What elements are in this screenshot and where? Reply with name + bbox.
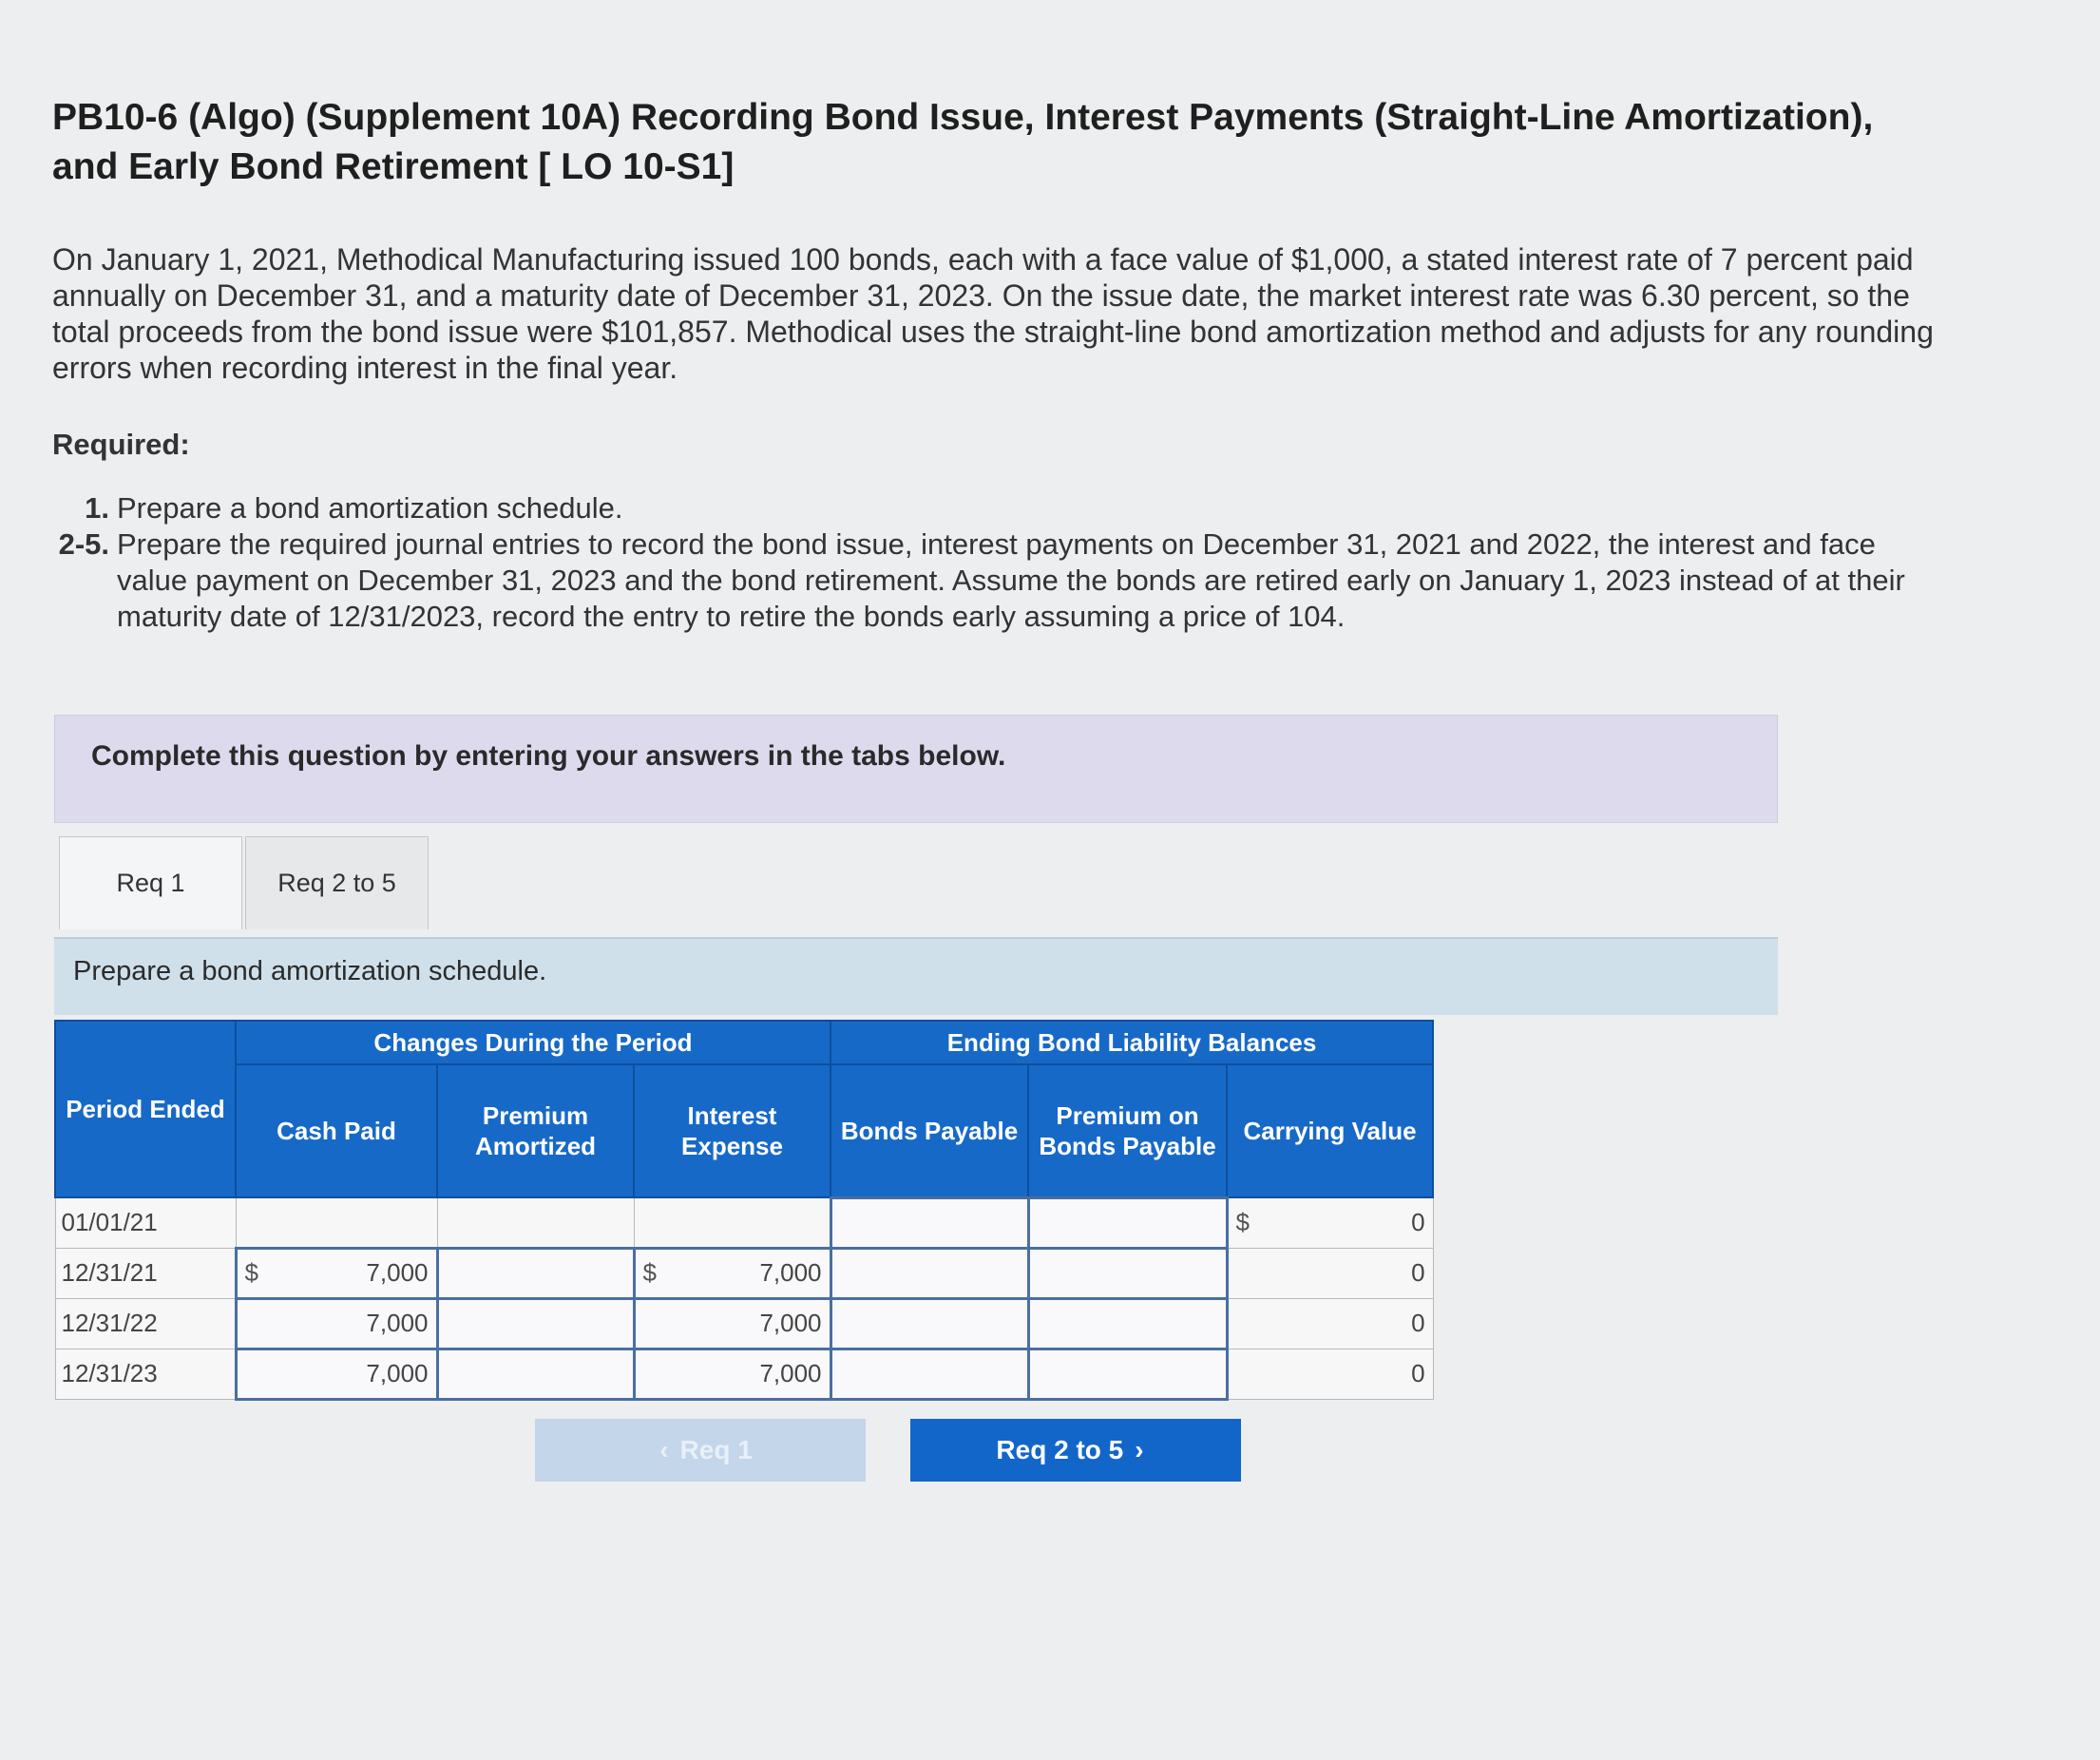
period-cell: 01/01/21: [55, 1197, 236, 1248]
requirement-item: [52, 526, 1943, 635]
carrying-value: 0: [1411, 1208, 1425, 1237]
table-row: [55, 1197, 1433, 1248]
carrying-value: 0: [1411, 1359, 1425, 1387]
interest-expense-input[interactable]: [634, 1349, 830, 1399]
next-button-label: Req 2 to 5: [996, 1435, 1124, 1464]
premium-amortized-input[interactable]: [437, 1248, 634, 1298]
problem-description: On January 1, 2021, Methodical Manufacturing issued 100 bonds, each with a face value of $1,000, a stated interest rate of 7 percent paid annually on December 31, and a maturity date of December 31, 2023. On the issue date, the market interest rate was 6.30 percent, so the total proceeds from the bond issue were $101,857. Methodical uses the straight-line bond amortization method and adjusts for any rounding errors when recording interest in the final year.: [52, 242, 1934, 385]
currency-symbol: $: [244, 1258, 258, 1287]
header-bonds-payable: Bonds Payable: [830, 1064, 1028, 1197]
interest-expense-value: 7,000: [759, 1309, 822, 1337]
interest-expense-value: 7,000: [759, 1258, 822, 1287]
header-group-changes: Changes During the Period: [236, 1021, 830, 1064]
requirements-list: [52, 490, 1943, 635]
header-premium-amortized: Premium Amortized: [437, 1064, 634, 1197]
carrying-value-cell: [1227, 1248, 1433, 1298]
next-req-button[interactable]: [910, 1419, 1241, 1482]
premium-on-bonds-input[interactable]: [1028, 1349, 1227, 1399]
premium-amortized-input[interactable]: [437, 1298, 634, 1349]
interest-expense-input[interactable]: [634, 1248, 830, 1298]
header-cash-paid: Cash Paid: [236, 1064, 437, 1197]
header-period-ended: Period Ended: [55, 1021, 236, 1197]
carrying-value: 0: [1411, 1309, 1425, 1337]
carrying-value: 0: [1411, 1258, 1425, 1287]
requirement-text: Prepare the required journal entries to record the bond issue, interest payments on December 31, 2021 and 2022, the interest and face value payment on December 31, 2023 and the bond retirement. Assume the bonds are retired early on January 1, 2023 instead of at their maturity date of 12/31/2023, record the entry to retire the bonds early assuming a price of 104.: [117, 527, 1905, 633]
table-row: [55, 1298, 1433, 1349]
bonds-payable-input[interactable]: [830, 1349, 1028, 1399]
cash-paid-value: 7,000: [366, 1309, 429, 1337]
prev-button-label: Req 1: [679, 1435, 753, 1464]
carrying-value-cell: [1227, 1298, 1433, 1349]
header-carrying-value: Carrying Value: [1227, 1064, 1433, 1197]
premium-on-bonds-input[interactable]: [1028, 1197, 1227, 1248]
interest-expense-cell: [634, 1197, 830, 1248]
cash-paid-input[interactable]: [236, 1248, 437, 1298]
table-row: [55, 1349, 1433, 1399]
period-cell: 12/31/21: [55, 1248, 236, 1298]
banner-text: Complete this question by entering your answers in the tabs below.: [91, 740, 1006, 772]
interest-expense-input[interactable]: [634, 1298, 830, 1349]
premium-on-bonds-input[interactable]: [1028, 1298, 1227, 1349]
requirement-number: 1.: [85, 491, 109, 525]
header-interest-expense: Interest Expense: [634, 1064, 830, 1197]
table-row: [55, 1248, 1433, 1298]
tab-req-1[interactable]: Req 1: [59, 836, 242, 929]
amortization-schedule-table: [54, 1020, 1434, 1401]
requirement-item: [52, 490, 1943, 526]
cash-paid-input[interactable]: [236, 1298, 437, 1349]
instructions-banner: [54, 715, 1778, 823]
period-cell: 12/31/23: [55, 1349, 236, 1399]
bonds-payable-input[interactable]: [830, 1197, 1028, 1248]
cash-paid-value: 7,000: [366, 1258, 429, 1287]
tab-instruction-bar: [54, 937, 1778, 1015]
requirement-number: 2-5.: [58, 527, 109, 561]
bonds-payable-input[interactable]: [830, 1248, 1028, 1298]
bonds-payable-input[interactable]: [830, 1298, 1028, 1349]
tab-req-2-to-5[interactable]: Req 2 to 5: [245, 836, 429, 929]
page-title: PB10-6 (Algo) (Supplement 10A) Recording Bond Issue, Interest Payments (Straight-Line Amortization), and Early Bond Retirement [ LO 10-S1]: [52, 97, 1874, 187]
interest-expense-value: 7,000: [759, 1359, 822, 1387]
chevron-left-icon: ‹: [659, 1435, 669, 1464]
premium-amortized-input[interactable]: [437, 1349, 634, 1399]
carrying-value-cell: [1227, 1349, 1433, 1399]
header-premium-on-bonds-payable: Premium on Bonds Payable: [1028, 1064, 1227, 1197]
prev-req-button[interactable]: [535, 1419, 866, 1482]
period-cell: 12/31/22: [55, 1298, 236, 1349]
carrying-value-cell: [1227, 1197, 1433, 1248]
requirement-text: Prepare a bond amortization schedule.: [117, 491, 623, 525]
chevron-right-icon: ›: [1135, 1435, 1144, 1464]
premium-amortized-cell: [437, 1197, 634, 1248]
cash-paid-input[interactable]: [236, 1349, 437, 1399]
premium-on-bonds-input[interactable]: [1028, 1248, 1227, 1298]
tab-instruction-text: Prepare a bond amortization schedule.: [73, 956, 547, 986]
cash-paid-cell: [236, 1197, 437, 1248]
currency-symbol: $: [1235, 1208, 1250, 1237]
currency-symbol: $: [642, 1258, 657, 1287]
required-heading: Required:: [52, 428, 190, 461]
header-group-ending: Ending Bond Liability Balances: [830, 1021, 1433, 1064]
cash-paid-value: 7,000: [366, 1359, 429, 1387]
